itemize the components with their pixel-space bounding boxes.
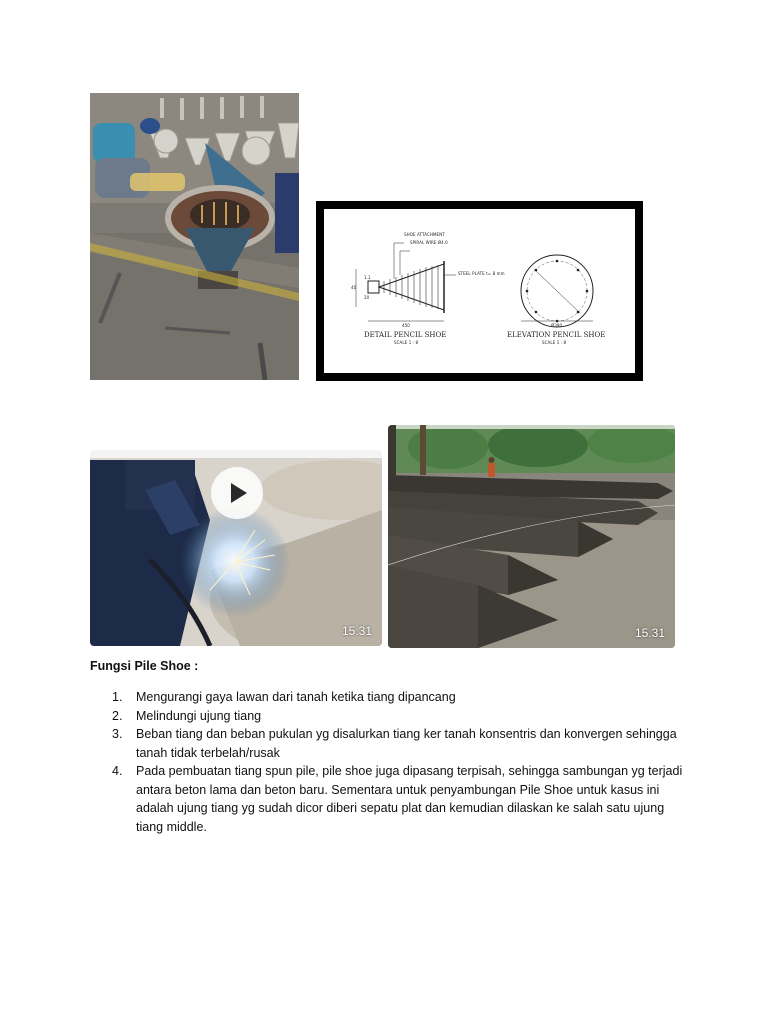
section-heading: Fungsi Pile Shoe : [90,659,199,673]
elevation-title: ELEVATION PENCIL SHOE [507,331,606,339]
workshop-photo [90,93,299,380]
list-number: 1. [112,690,123,704]
dim-base: 450 [402,323,410,328]
dim-left-top: 1.1 [364,275,371,280]
list-number: 2. [112,708,123,723]
list-text: Beban tiang dan beban pukulan yg disalurkan tiang ker tanah konsentris dan konvergen sehingga tanah tidak terbelah/rusak [136,727,677,760]
video-duration: 15.31 [634,626,665,640]
pile-yard-video-thumbnail[interactable] [388,425,675,648]
dim-diameter: Ø390 [551,323,563,328]
spiral-wire-label: SPIRAL WIRE Ø4.0 [410,240,448,245]
list-item [90,707,690,726]
function-list [90,688,690,836]
play-icon[interactable] [211,467,263,519]
detail-scale: SCALE 1 : 8 [394,340,419,345]
dim-left-mid: 40 [351,285,357,290]
elevation-scale: SCALE 1 : 8 [542,340,567,345]
list-number: 4. [112,764,123,778]
list-item [90,725,690,762]
list-text: Melindungi ujung tiang [136,708,262,723]
list-item [90,688,690,707]
dim-left-bottom: 20 [364,295,370,300]
detail-title: DETAIL PENCIL SHOE [364,331,447,339]
pencil-shoe-drawing [316,201,643,381]
list-text: Mengurangi gaya lawan dari tanah ketika tiang dipancang [136,690,456,704]
steel-plate-label: STEEL PLATE t= 8 mm [458,271,505,276]
welding-video-thumbnail[interactable] [90,450,382,646]
list-number: 3. [112,727,123,741]
list-item [90,762,690,836]
video-duration: 15.31 [341,624,372,638]
shoe-attachment-label: SHOE ATTACHMENT [404,232,445,237]
list-text: Pada pembuatan tiang spun pile, pile shoe juga dipasang terpisah, sehingga sambungan yg terjadi antara beton lama dan beton baru. Sementara untuk penyambungan Pile Shoe untuk kasus ini adalah ujung tiang yg sudah dicor diberi sepatu plat dan kemudian dilaskan ke salah satu ujung tiang middle. [136,764,683,834]
